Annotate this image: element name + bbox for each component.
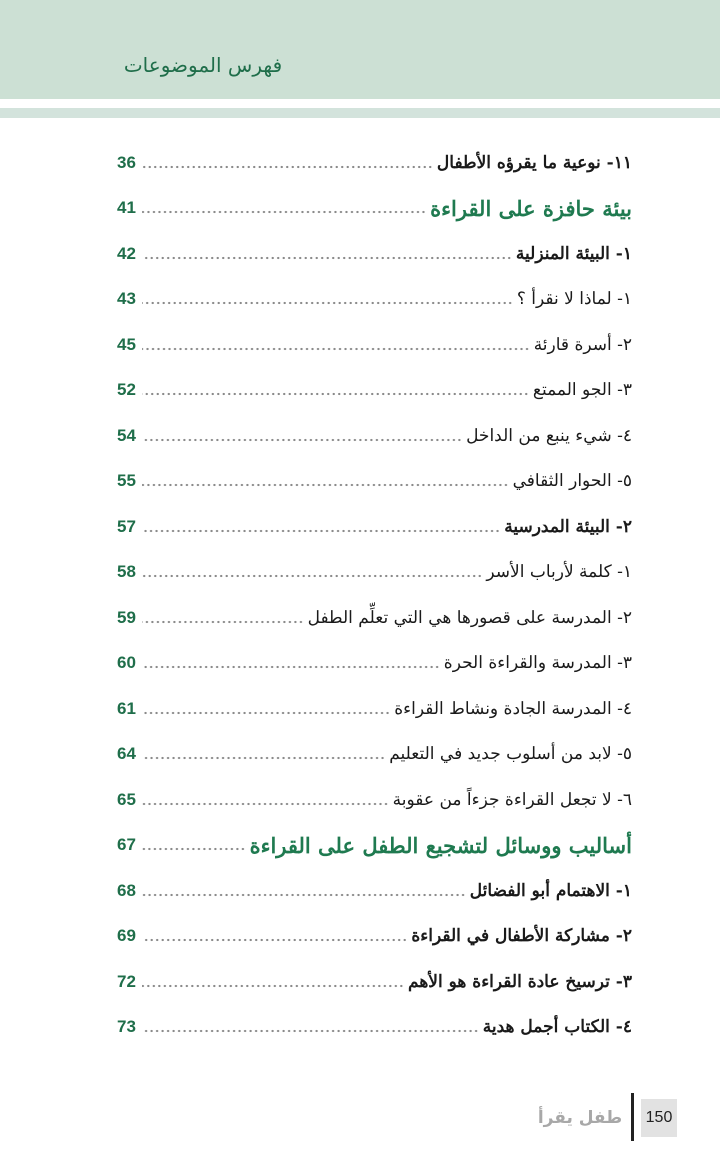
dot-leader <box>142 711 390 715</box>
toc-entry[interactable] <box>117 686 632 732</box>
toc-page-number: 73 <box>117 1017 136 1037</box>
dot-leader <box>142 347 530 351</box>
toc-entry-label: ٦- لا تجعل القراءة جزءاً من عقوبة <box>392 789 632 810</box>
dot-leader <box>142 392 529 396</box>
toc-page-number: 55 <box>117 471 136 491</box>
dot-leader <box>142 574 482 578</box>
toc-page-number: 72 <box>117 971 136 991</box>
toc-entry[interactable] <box>117 140 632 186</box>
toc-page-number: 45 <box>117 334 136 354</box>
toc-page-number: 42 <box>117 243 136 263</box>
toc-page-number: 36 <box>117 152 136 172</box>
toc-entry-label: ٣- المدرسة والقراءة الحرة <box>443 653 632 674</box>
toc-entry-label: ٥- الحوار الثقافي <box>512 471 632 492</box>
toc-entry-label: ١١- نوعية ما يقرؤه الأطفال <box>436 152 632 173</box>
toc-entry[interactable] <box>117 959 632 1005</box>
toc-page-number: 65 <box>117 789 136 809</box>
toc-entry-label: ٢- مشاركة الأطفال في القراءة <box>411 926 632 947</box>
toc-page-number: 41 <box>117 198 136 218</box>
dot-leader <box>142 483 509 487</box>
toc-entry-label: ١- لماذا لا نقرأ ؟ <box>516 289 632 310</box>
dot-leader <box>142 438 462 442</box>
toc-section-heading[interactable] <box>117 186 632 232</box>
toc-entry-label: ٤- شيء ينبع من الداخل <box>466 425 632 446</box>
toc-entry-label: ١- كلمة لأرباب الأسر <box>486 562 632 583</box>
toc-entry-label: ٤- الكتاب أجمل هدية <box>482 1017 632 1038</box>
toc-page-number: 68 <box>117 880 136 900</box>
dot-leader <box>142 847 246 851</box>
dot-leader <box>142 301 513 305</box>
toc-entry[interactable] <box>117 914 632 960</box>
toc-entry[interactable] <box>117 368 632 414</box>
toc-entry[interactable] <box>117 413 632 459</box>
header-band <box>0 0 720 99</box>
toc-entry-label: ٢- المدرسة على قصورها هي التي تعلِّم الطفل <box>307 607 632 628</box>
dot-leader <box>142 938 407 942</box>
dot-leader <box>142 802 389 806</box>
toc-page-number: 52 <box>117 380 136 400</box>
toc-page-number: 67 <box>117 835 136 855</box>
toc-entry[interactable] <box>117 459 632 505</box>
toc-page-number: 58 <box>117 562 136 582</box>
toc-entry-label: ٢- أسرة قارئة <box>533 334 632 355</box>
toc-entry[interactable] <box>117 277 632 323</box>
toc-entry[interactable] <box>117 504 632 550</box>
dot-leader <box>142 665 440 669</box>
dot-leader <box>142 984 404 988</box>
toc-page-number: 54 <box>117 425 136 445</box>
dot-leader <box>142 620 304 624</box>
toc-section-label: أساليب ووسائل لتشجيع الطفل على القراءة <box>249 832 632 858</box>
toc-entry[interactable] <box>117 322 632 368</box>
header-divider <box>0 108 720 118</box>
toc-section-label: بيئة حافزة على القراءة <box>430 195 632 221</box>
dot-leader <box>142 165 433 169</box>
toc-page-number: 57 <box>117 516 136 536</box>
table-of-contents <box>117 140 632 1050</box>
dot-leader <box>142 756 385 760</box>
toc-entry[interactable] <box>117 1005 632 1051</box>
page-number: 150 <box>641 1099 677 1137</box>
toc-page-number: 69 <box>117 926 136 946</box>
toc-entry-label: ٣- ترسيخ عادة القراءة هو الأهم <box>408 971 632 992</box>
toc-page-number: 59 <box>117 607 136 627</box>
toc-entry[interactable] <box>117 777 632 823</box>
toc-entry-label: ١- الاهتمام أبو الفضائل <box>469 880 632 901</box>
toc-entry-label: ١- البيئة المنزلية <box>515 243 632 264</box>
footer-divider <box>631 1093 634 1141</box>
toc-entry[interactable] <box>117 231 632 277</box>
dot-leader <box>142 1029 479 1033</box>
toc-page-number: 64 <box>117 744 136 764</box>
toc-entry[interactable] <box>117 641 632 687</box>
toc-entry[interactable] <box>117 868 632 914</box>
toc-entry[interactable] <box>117 595 632 641</box>
page-title: فهرس الموضوعات <box>123 53 283 77</box>
dot-leader <box>142 256 512 260</box>
toc-entry-label: ٢- البيئة المدرسية <box>504 516 632 537</box>
toc-entry[interactable] <box>117 732 632 778</box>
toc-entry-label: ٣- الجو الممتع <box>532 380 632 401</box>
toc-entry-label: ٤- المدرسة الجادة ونشاط القراءة <box>394 698 632 719</box>
dot-leader <box>142 893 466 897</box>
toc-entry-label: ٥- لابد من أسلوب جديد في التعليم <box>389 744 632 765</box>
toc-page-number: 60 <box>117 653 136 673</box>
book-title: طفل يقرأ <box>537 1108 623 1128</box>
dot-leader <box>142 529 500 533</box>
toc-section-heading[interactable] <box>117 823 632 869</box>
dot-leader <box>142 210 426 214</box>
toc-page-number: 43 <box>117 289 136 309</box>
toc-page-number: 61 <box>117 698 136 718</box>
toc-entry[interactable] <box>117 550 632 596</box>
